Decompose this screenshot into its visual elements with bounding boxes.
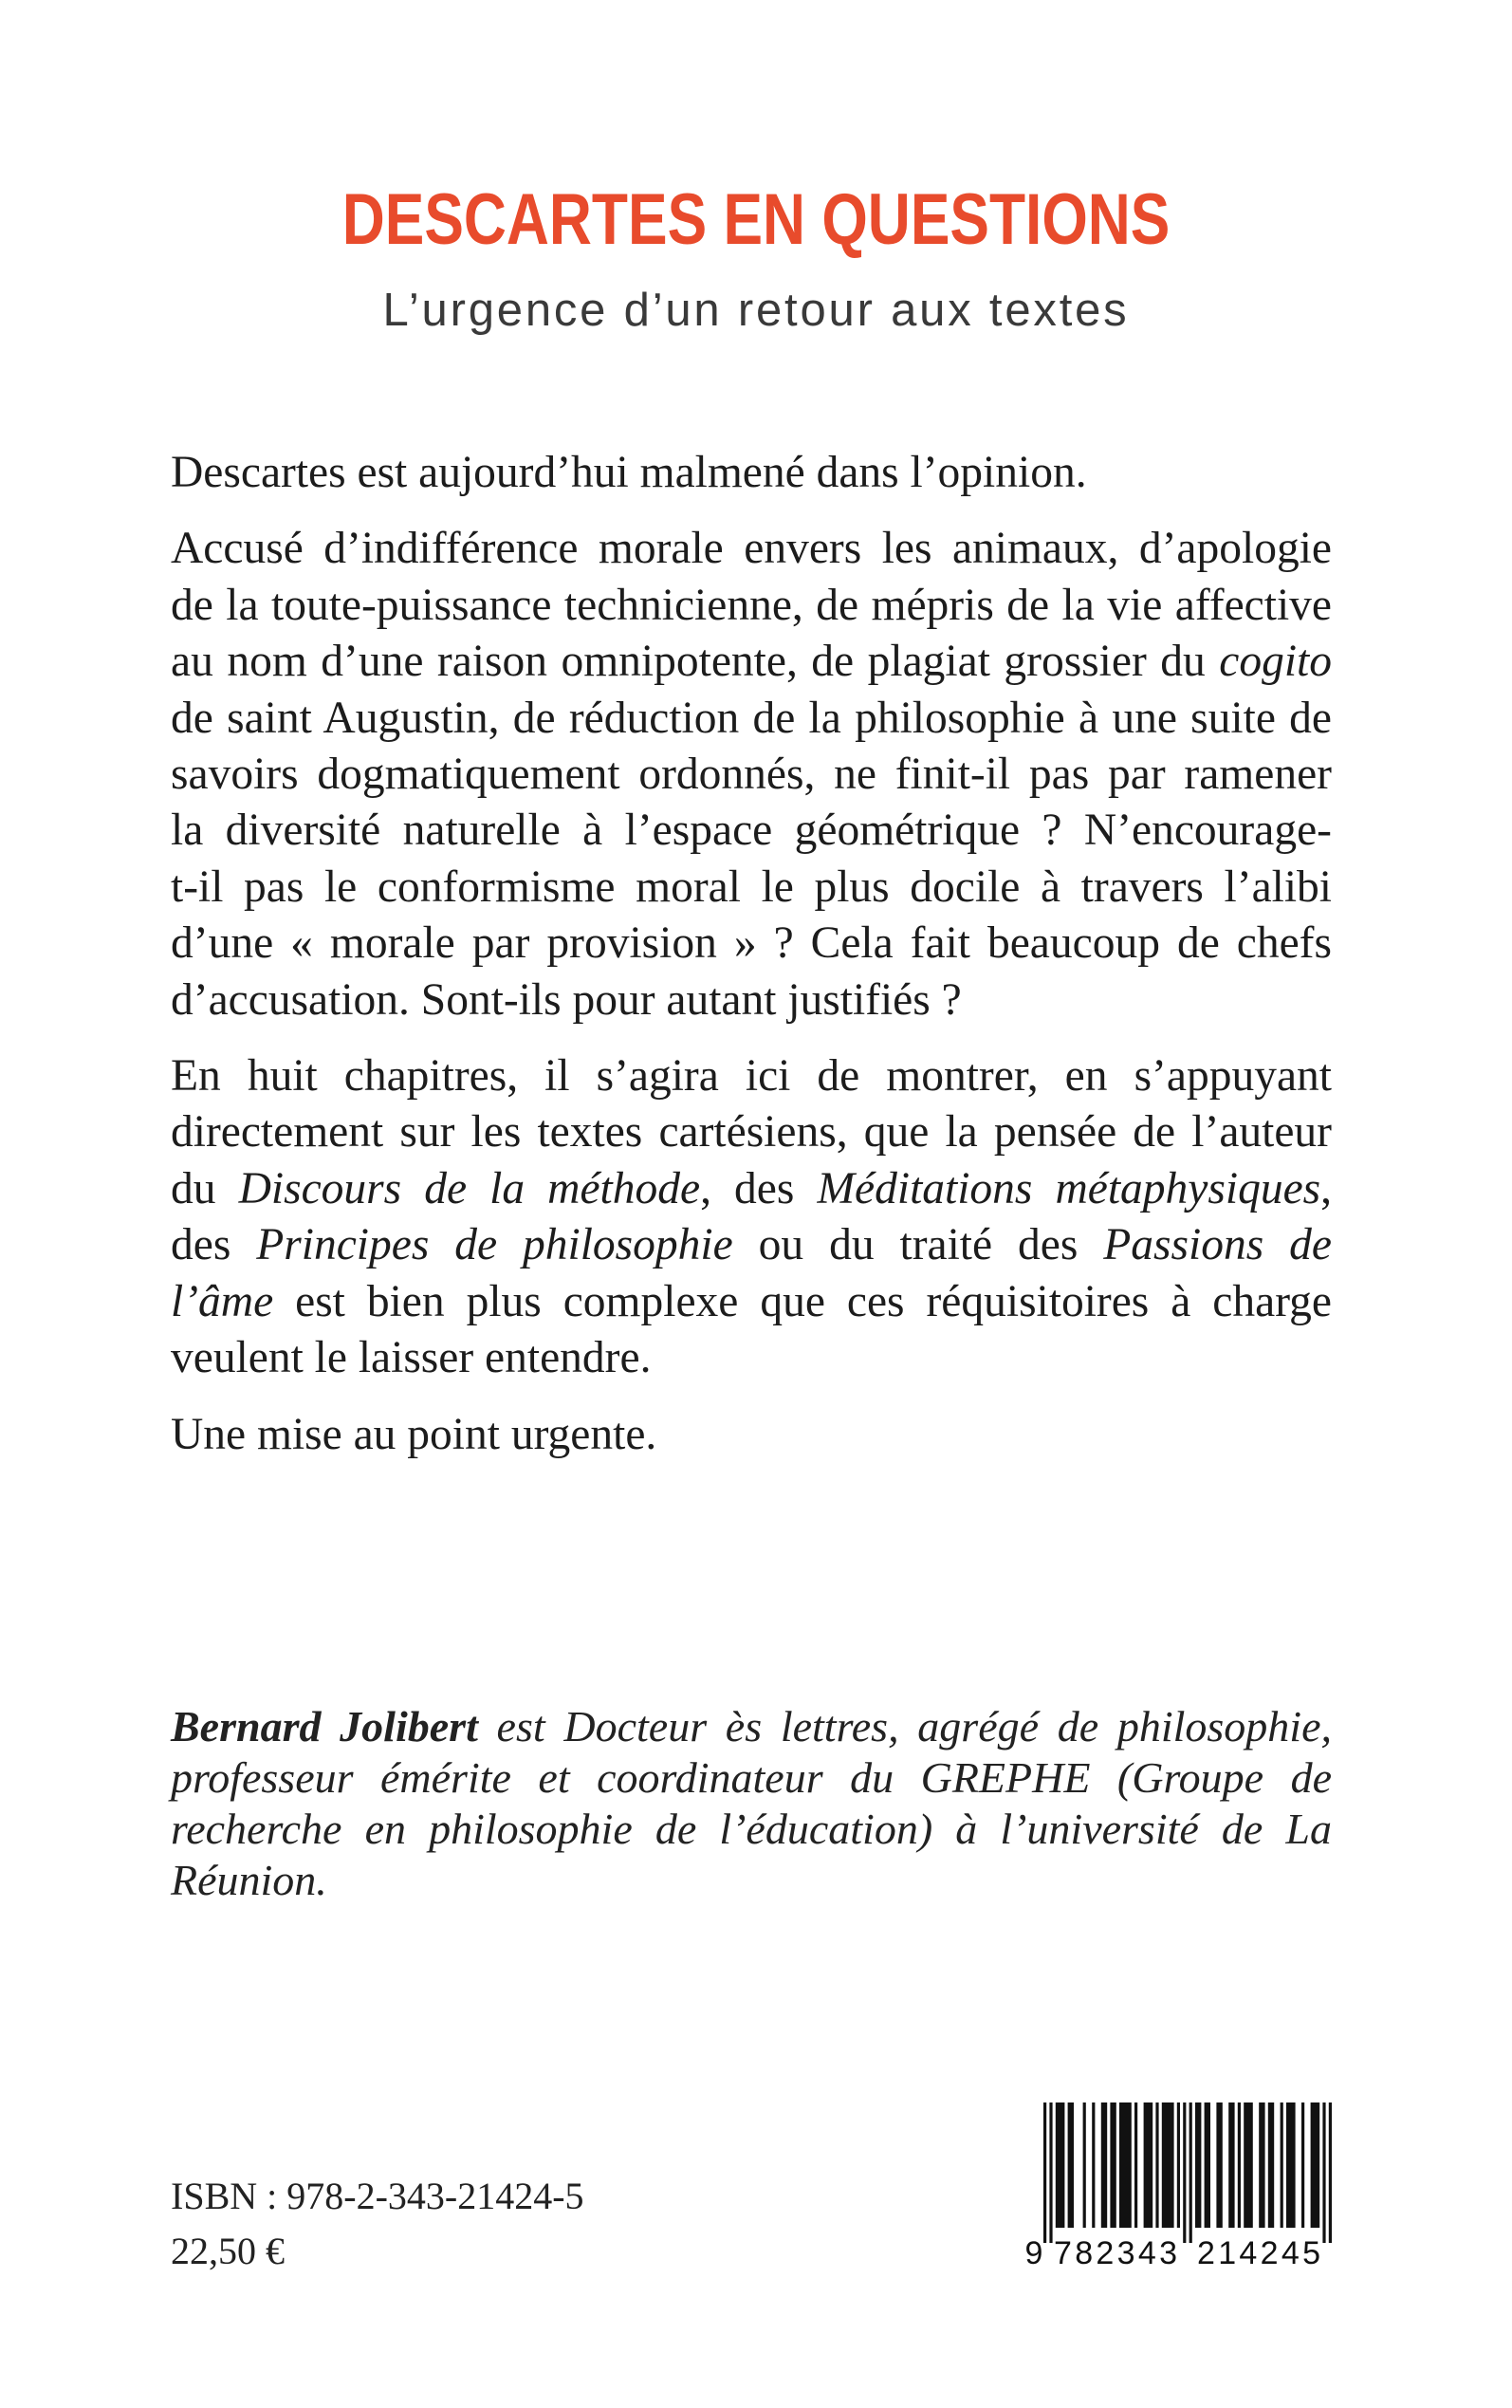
- blurb-line: de saint Augustin, de réduction de la philosophie à une suite de: [171, 693, 1332, 743]
- barcode-bar: [1083, 2102, 1086, 2228]
- blurb-line: [171, 1217, 1332, 1273]
- blurb-line: de la toute-puissance technicienne, de mépris de la vie affective: [171, 580, 1332, 630]
- barcode-bar: [1162, 2102, 1174, 2228]
- barcode-bar: [1134, 2102, 1137, 2228]
- barcode-bar: [1244, 2102, 1253, 2228]
- blurb-text: est bien plus complexe que ces réquisitoires à charge: [273, 1276, 1332, 1326]
- blurb-book-title: Discours de la méthode: [238, 1163, 701, 1213]
- barcode-bar: [1228, 2102, 1234, 2228]
- blurb-line: [171, 1161, 1332, 1217]
- book-title: [0, 179, 1512, 260]
- blurb-book-title: l’âme: [171, 1276, 274, 1326]
- barcode-bar: [1286, 2102, 1296, 2228]
- author-name: Bernard Jolibert: [171, 1702, 478, 1750]
- author-bio-line: recherche en philosophie de l’éducation) à l’université de La: [171, 1805, 1332, 1853]
- barcode-bar: [1101, 2102, 1107, 2228]
- blurb-line: d’une « morale par provision » ? Cela fait beaucoup de chefs: [171, 918, 1332, 969]
- barcode-right-digits: 214245: [1197, 2235, 1320, 2271]
- barcode-bar: [1281, 2102, 1283, 2228]
- author-bio-text: est Docteur ès lettres, agrégé de philosophie,: [477, 1702, 1333, 1750]
- barcode-bar: [1205, 2102, 1210, 2228]
- blurb-italic-term: cogito: [1219, 637, 1332, 687]
- blurb-line: veulent le laisser entendre.: [171, 1333, 652, 1383]
- barcode-lead-digit: 9: [1026, 2235, 1043, 2271]
- barcode-bar: [1216, 2102, 1222, 2228]
- barcode-bar: [1259, 2102, 1264, 2228]
- blurb-text: du: [171, 1163, 239, 1213]
- blurb-line: En huit chapitres, il s’agira ici de montrer, en s’appuyant: [171, 1051, 1332, 1102]
- isbn: ISBN : 978-2-343-21424-5: [171, 2175, 584, 2217]
- blurb-line: Accusé d’indifférence morale envers les animaux, d’apologie: [171, 524, 1332, 574]
- barcode-guard-bar: [1322, 2102, 1325, 2243]
- blurb-line: [171, 634, 1332, 690]
- author-bio-line: [171, 1701, 1332, 1752]
- blurb-line: d’accusation. Sont-ils pour autant justifiés ?: [171, 974, 962, 1025]
- price: 22,50 €: [171, 2230, 285, 2272]
- blurb-book-title: Méditations métaphysiques: [817, 1163, 1321, 1213]
- barcode-bar: [1119, 2102, 1132, 2228]
- barcode-bar: [1155, 2102, 1158, 2228]
- author-bio-line: professeur émérite et coordinateur du GREPHE (Groupe de: [171, 1753, 1332, 1802]
- blurb-line: directement sur les textes cartésiens, que la pensée de l’auteur: [171, 1107, 1332, 1158]
- blurb-line: Descartes est aujourd’hui malmené dans l’opinion.: [171, 448, 1087, 497]
- blurb-paragraph: [171, 1407, 1332, 1463]
- author-bio: [171, 1701, 1332, 1906]
- barcode-guard-bar: [1183, 2102, 1186, 2243]
- blurb-paragraph: [171, 1048, 1332, 1386]
- blurb: [171, 445, 1332, 1483]
- imprint: [171, 2169, 584, 2279]
- blurb-text: des: [171, 1220, 257, 1270]
- barcode-bar: [1238, 2102, 1241, 2228]
- barcode-bar: [1311, 2102, 1320, 2228]
- book-subtitle: L’urgence d’un retour aux textes: [382, 285, 1130, 336]
- author-bio-line: Réunion.: [171, 1856, 327, 1904]
- blurb-line: [171, 1274, 1332, 1330]
- barcode-bars: [1043, 2102, 1332, 2243]
- barcode-bar: [1092, 2102, 1095, 2228]
- barcode-bar: [1056, 2102, 1065, 2228]
- barcode-bar: [1301, 2102, 1304, 2228]
- blurb-text: , des: [700, 1163, 818, 1213]
- blurb-book-title: Passions de: [1103, 1220, 1332, 1270]
- blurb-line: Une mise au point urgente.: [171, 1409, 657, 1459]
- book-title-text: DESCARTES EN QUESTIONS: [341, 179, 1171, 260]
- ean-barcode: [1026, 2099, 1332, 2271]
- blurb-line: t-il pas le conformisme moral le plus docile à travers l’alibi: [171, 861, 1332, 912]
- barcode-bar: [1268, 2102, 1274, 2228]
- blurb-text: ,: [1320, 1163, 1333, 1213]
- blurb-text: ou du traité des: [732, 1220, 1104, 1270]
- barcode-graphic: [1026, 2099, 1332, 2271]
- blurb-line: savoirs dogmatiquement ordonnés, ne finit-il pas par ramener: [171, 750, 1332, 800]
- blurb-paragraph: [171, 521, 1332, 1028]
- barcode-guard-bar: [1189, 2102, 1192, 2243]
- blurb-paragraph: [171, 445, 1332, 501]
- barcode-guard-bar: [1329, 2102, 1332, 2243]
- barcode-bar: [1068, 2102, 1074, 2228]
- blurb-text: au nom d’une raison omnipotente, de plagiat grossier du: [171, 637, 1220, 687]
- barcode-bar: [1110, 2102, 1116, 2228]
- barcode-bar: [1144, 2102, 1153, 2228]
- barcode-left-digits: 782343: [1054, 2235, 1177, 2271]
- barcode-bar: [1195, 2102, 1201, 2228]
- blurb-book-title: Principes de philosophie: [256, 1220, 733, 1270]
- barcode-bar: [1177, 2102, 1180, 2228]
- barcode-guard-bar: [1043, 2102, 1046, 2243]
- barcode-guard-bar: [1049, 2102, 1052, 2243]
- blurb-line: la diversité naturelle à l’espace géométrique ? N’encourage-: [171, 806, 1332, 856]
